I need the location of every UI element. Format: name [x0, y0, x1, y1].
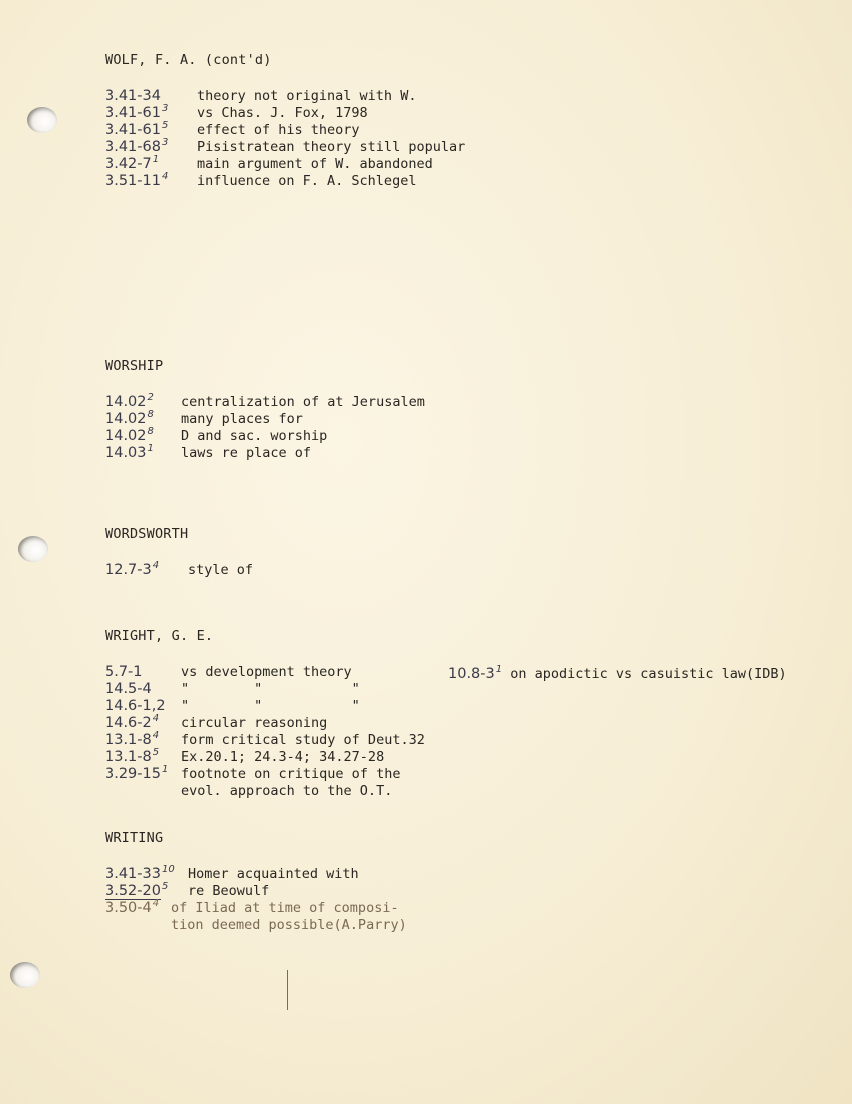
- entry-text: footnote on critique of the: [181, 765, 401, 782]
- entry-text: circular reasoning: [181, 714, 328, 731]
- page-reference: $3.41-61^5$: [105, 120, 169, 138]
- entry-text: influence on F. A. Schlegel: [197, 172, 417, 189]
- index-entry: [105, 696, 425, 713]
- section-worship: [105, 358, 425, 460]
- entry-text: Pisistratean theory still popular: [197, 138, 466, 155]
- red-pencil-mark: [287, 970, 288, 1010]
- entry-text: vs development theory: [181, 663, 352, 680]
- entry-text: evol. approach to the O.T.: [181, 782, 393, 799]
- entry-list: [105, 392, 425, 460]
- page-reference: 14.03$^1$: [105, 443, 154, 461]
- page-reference: $13.1-8^4$: [105, 730, 160, 748]
- page-reference: 14.02$^8$: [105, 409, 154, 427]
- page-reference: 14.6-1,2: [105, 697, 166, 714]
- entry-list: [105, 864, 407, 932]
- index-entry-continuation: [105, 915, 407, 932]
- index-entry: [105, 171, 465, 188]
- entry-text: effect of his theory: [197, 121, 360, 138]
- entry-text: D and sac. worship: [181, 427, 328, 444]
- section-writing: [105, 830, 407, 932]
- page-reference: $10.8-3^1$: [448, 664, 503, 682]
- section-heading: WORSHIP: [105, 358, 164, 374]
- section-heading: WRITING: [105, 830, 164, 846]
- index-entry: [105, 881, 407, 898]
- index-entry: [105, 103, 465, 120]
- index-entry: [105, 679, 425, 696]
- index-entry: [105, 137, 465, 154]
- index-entry: [105, 392, 425, 409]
- page-reference: [105, 915, 171, 933]
- page-reference: $3.41-61^3$: [105, 103, 169, 121]
- index-entry: [105, 154, 465, 171]
- page-reference: 14.5-4: [105, 680, 152, 697]
- page-reference: $13.1-8^5$: [105, 747, 160, 765]
- index-entry: [105, 747, 425, 764]
- section-wolf: [105, 52, 465, 188]
- index-entry: [105, 764, 425, 781]
- punch-hole: [10, 962, 40, 988]
- ditto-marks: " " ": [181, 680, 360, 697]
- section-heading: WOLF, F. A. (cont'd): [105, 52, 272, 68]
- index-entry: [105, 120, 465, 137]
- page-reference: $3.29-15^1$: [105, 764, 169, 782]
- entry-text: laws re place of: [181, 444, 312, 461]
- section-wright: [105, 628, 425, 798]
- entry-text: style of: [188, 561, 254, 578]
- section-heading: WRIGHT, G. E.: [105, 628, 214, 644]
- entry-text: theory not original with W.: [197, 87, 417, 104]
- page-reference: $14.6-2^4$: [105, 713, 160, 731]
- entry-text: centralization of at Jerusalem: [181, 393, 425, 410]
- page-reference: $12.7-3^4$: [105, 560, 160, 578]
- punch-hole: [18, 536, 48, 562]
- index-entry: [105, 560, 253, 577]
- page-reference: $3.52-20^5$: [105, 881, 169, 899]
- index-entry: [105, 713, 425, 730]
- page-reference: $3.50-4^4$: [105, 898, 160, 916]
- section-heading: WORDSWORTH: [105, 526, 189, 542]
- entry-text: tion deemed possible(A.Parry): [171, 916, 407, 933]
- page-reference: [105, 781, 181, 799]
- index-entry: [105, 662, 425, 679]
- entry-text: many places for: [181, 410, 303, 427]
- entry-list: [105, 560, 253, 577]
- page-reference: $3.41-33^{10}$: [105, 864, 175, 882]
- wright-side-note: [448, 664, 787, 682]
- index-entry: [105, 443, 425, 460]
- index-entry: [105, 426, 425, 443]
- entry-list: [105, 662, 425, 798]
- page-reference: 3.41-34: [105, 87, 161, 104]
- page-reference: 14.02$^2$: [105, 392, 154, 410]
- index-entry: [105, 898, 407, 915]
- page-reference: 14.02$^8$: [105, 426, 154, 444]
- section-wordsworth: [105, 526, 253, 577]
- entry-text: Homer acquainted with: [188, 865, 359, 882]
- page-reference: $3.42-7^1$: [105, 154, 160, 172]
- page-reference: $3.41-68^3$: [105, 137, 169, 155]
- entry-text: re Beowulf: [188, 882, 270, 899]
- entry-text: Ex.20.1; 24.3-4; 34.27-28: [181, 748, 385, 765]
- entry-text: on apodictic vs casuistic law(IDB): [510, 665, 787, 682]
- entry-text: of Iliad at time of composi-: [171, 899, 399, 916]
- index-entry: [105, 86, 465, 103]
- entry-list: [105, 86, 465, 188]
- index-entry: [105, 409, 425, 426]
- index-entry: [105, 730, 425, 747]
- page-reference: 5.7-1: [105, 663, 143, 680]
- entry-text: form critical study of Deut.32: [181, 731, 425, 748]
- page-reference: $3.51-11^4$: [105, 171, 169, 189]
- entry-text: vs Chas. J. Fox, 1798: [197, 104, 368, 121]
- index-entry: [105, 864, 407, 881]
- entry-text: main argument of W. abandoned: [197, 155, 433, 172]
- index-entry-continuation: [105, 781, 425, 798]
- ditto-marks: " " ": [181, 697, 360, 714]
- punch-hole: [27, 107, 57, 133]
